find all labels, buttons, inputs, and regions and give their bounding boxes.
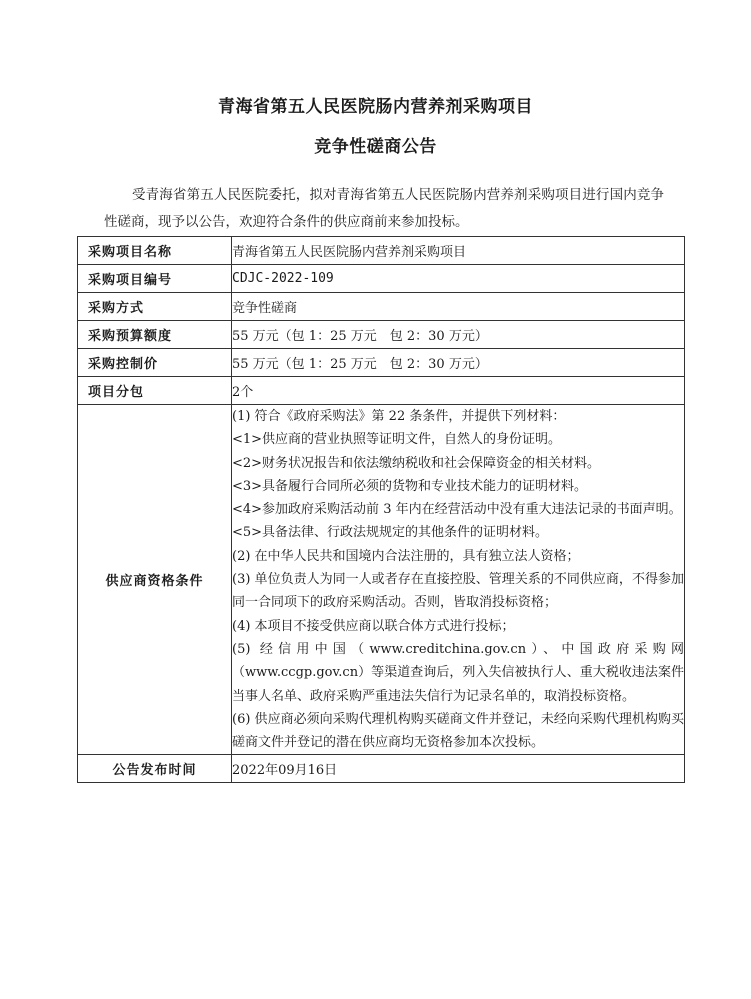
table-row-publish-date — [78, 755, 685, 783]
table-row-project-name — [78, 237, 685, 265]
row-value: 竞争性磋商 — [232, 293, 685, 321]
qualification-list — [232, 405, 685, 755]
document-title: 青海省第五人民医院肠内营养剂采购项目 — [218, 97, 533, 117]
row-label: 采购项目名称 — [78, 237, 232, 265]
qualification-item: <3>具备履行合同所必须的货物和专业技术能力的证明材料。 — [232, 478, 588, 494]
row-label: 项目分包 — [78, 377, 232, 405]
qualification-item: (4) 本项目不接受供应商以联合体方式进行投标； — [232, 618, 515, 634]
row-label: 采购预算额度 — [78, 321, 232, 349]
procurement-info-table — [77, 236, 685, 783]
row-value: 2个 — [232, 377, 685, 405]
table-row-procurement-method — [78, 293, 685, 321]
qualification-item: (3) 单位负责人为同一人或者存在直接控股、管理关系的不同供应商，不得参加同一合同项下的政府采购活动。否则，皆取消投标资格； — [232, 572, 684, 611]
row-label: 采购方式 — [78, 293, 232, 321]
table-row-control-price — [78, 349, 685, 377]
table-row-packages — [78, 377, 685, 405]
qualification-item: (2) 在中华人民共和国境内合法注册的，具有独立法人资格； — [232, 548, 580, 564]
row-value: CDJC-2022-109 — [232, 265, 685, 293]
row-value: 55 万元（包 1：25 万元 包 2：30 万元） — [232, 349, 685, 377]
table-row-budget — [78, 321, 685, 349]
row-value: 青海省第五人民医院肠内营养剂采购项目 — [232, 237, 685, 265]
row-value: 2022年09月16日 — [232, 755, 685, 783]
qualification-item: <4>参加政府采购活动前 3 年内在经营活动中没有重大违法记录的书面声明。 — [232, 502, 682, 518]
qualification-item: <1>供应商的营业执照等证明文件，自然人的身份证明。 — [232, 432, 562, 448]
table-row-qualification — [78, 405, 685, 755]
table-row-project-number — [78, 265, 685, 293]
intro-paragraph: 受青海省第五人民医院委托，拟对青海省第五人民医院肠内营养剂采购项目进行国内竞争性磋商，现予以公告，欢迎符合条件的供应商前来参加投标。 — [104, 187, 664, 230]
document-subtitle: 竞争性磋商公告 — [314, 137, 437, 157]
row-label: 采购项目编号 — [78, 265, 232, 293]
qualification-item: <2>财务状况报告和依法缴纳税收和社会保障资金的相关材料。 — [232, 455, 601, 471]
row-label: 公告发布时间 — [78, 755, 232, 783]
row-label: 供应商资格条件 — [78, 405, 232, 755]
row-label: 采购控制价 — [78, 349, 232, 377]
row-value: 55 万元（包 1：25 万元 包 2：30 万元） — [232, 321, 685, 349]
qualification-item: (1) 符合《政府采购法》第 22 条条件，并提供下列材料： — [232, 409, 566, 424]
qualification-item: <5>具备法律、行政法规规定的其他条件的证明材料。 — [232, 525, 549, 541]
qualification-item: (5) 经信用中国（www.creditchina.gov.cn）、中国政府采购网（www.ccgp.gov.cn）等渠道查询后，列入失信被执行人、重大税收违法案件当事人名单、政府采购严重违法失信行为记录名单的，取消投标资格。 — [232, 641, 684, 704]
qualification-item: (6) 供应商必须向采购代理机构购买磋商文件并登记，未经向采购代理机构购买磋商文件并登记的潜在供应商均无资格参加本次投标。 — [232, 711, 684, 751]
